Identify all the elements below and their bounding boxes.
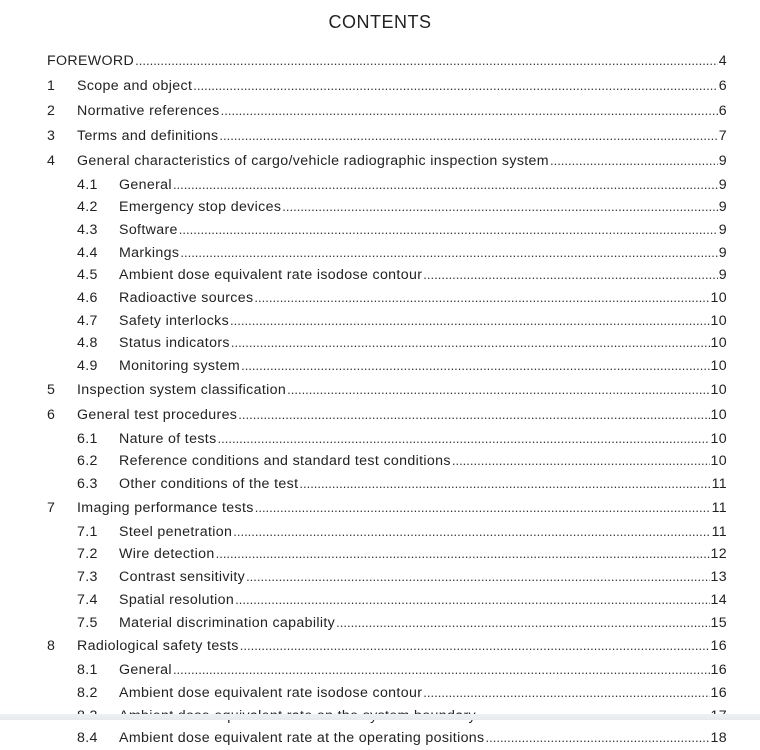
toc-entry-number: 8.2 [77, 684, 98, 701]
toc-entry-number: 7.4 [77, 591, 98, 608]
toc-entry[interactable] [47, 196, 727, 219]
dot-leader [230, 310, 709, 332]
toc-entry[interactable] [47, 124, 727, 149]
dot-leader [423, 682, 709, 704]
toc-entry[interactable] [47, 682, 727, 705]
toc-entry-page: 11 [711, 499, 727, 516]
toc-entry-label: Steel penetration [119, 523, 233, 540]
toc-entry-page: 11 [711, 523, 727, 540]
toc-entry[interactable] [47, 149, 727, 174]
dot-leader [216, 543, 710, 565]
toc-entry[interactable] [47, 174, 727, 197]
toc-entry-number: 4.5 [77, 267, 98, 284]
dot-leader [336, 612, 709, 634]
toc-entry[interactable] [47, 403, 727, 428]
toc-entry-number: 4.3 [77, 221, 98, 238]
toc-entry-label: Inspection system classification [77, 381, 287, 398]
toc-entry-page: 10 [710, 312, 727, 329]
toc-entry-number: 4.2 [77, 199, 98, 216]
toc-entry-label: Spatial resolution [119, 591, 235, 608]
toc-entry-page: 15 [710, 614, 727, 631]
dot-leader [255, 496, 711, 521]
toc-entry-number: 5 [47, 381, 56, 398]
toc-entry-number: 7 [47, 499, 56, 516]
dot-leader [179, 219, 718, 241]
toc-entry-label: Material discrimination capability [119, 614, 336, 631]
toc-entry-page: 16 [710, 684, 727, 701]
toc-entry-number: 4.4 [77, 244, 98, 261]
dot-leader [452, 450, 710, 472]
toc-entry[interactable] [47, 589, 727, 612]
dot-leader [221, 99, 718, 124]
toc-entry-label: Monitoring system [119, 358, 241, 375]
dot-leader [135, 49, 718, 74]
dot-leader [550, 149, 718, 174]
dot-leader [218, 428, 710, 450]
toc-entry-number: 6.3 [77, 476, 98, 493]
toc-entry[interactable] [47, 634, 727, 659]
toc-entry-page: 7 [718, 127, 727, 144]
toc-entry-label: Normative references [77, 102, 220, 119]
toc-entry-label: FOREWORD [47, 53, 135, 69]
toc-entry[interactable] [47, 287, 727, 310]
toc-entry-page: 6 [718, 102, 727, 119]
toc-entry-number: 8 [47, 638, 56, 655]
dot-leader [486, 727, 710, 749]
toc-entry-number: 7.3 [77, 569, 98, 586]
toc-entry[interactable] [47, 727, 727, 750]
dot-leader [240, 634, 710, 659]
toc-entry[interactable] [47, 473, 727, 496]
toc-entry-page: 10 [710, 335, 727, 352]
toc-entry-label: Other conditions of the test [119, 476, 299, 493]
toc-entry-page: 18 [710, 730, 727, 747]
toc-entry[interactable] [47, 496, 727, 521]
dot-leader [241, 355, 709, 377]
toc-entry-label: Wire detection [119, 546, 215, 563]
toc-entry-number: 4.1 [77, 176, 98, 193]
dot-leader [173, 659, 710, 681]
toc-entry-page: 10 [710, 290, 727, 307]
toc-entry-page: 9 [718, 221, 727, 238]
toc-entry[interactable] [47, 612, 727, 635]
toc-entry-label: Markings [119, 244, 180, 261]
toc-entry-page: 14 [710, 591, 727, 608]
toc-entry-page: 12 [710, 546, 727, 563]
toc-entry[interactable] [47, 355, 727, 378]
toc-entry[interactable] [47, 219, 727, 242]
toc-entry-number: 4.9 [77, 358, 98, 375]
toc-entry-label: Terms and definitions [77, 127, 219, 144]
dot-leader [282, 196, 717, 218]
toc-entry-label: Contrast sensitivity [119, 569, 246, 586]
dot-leader [219, 124, 717, 149]
dot-leader [235, 589, 709, 611]
toc-entry-label: Radiological safety tests [77, 638, 239, 655]
dot-leader [423, 264, 717, 286]
dot-leader [231, 332, 710, 354]
toc-entry-page: 11 [711, 476, 727, 493]
dot-leader [287, 378, 709, 403]
toc-entry-page: 10 [710, 453, 727, 470]
dot-leader [173, 174, 718, 196]
toc-entry[interactable] [47, 332, 727, 355]
toc-entry[interactable] [47, 264, 727, 287]
toc-entry[interactable] [47, 566, 727, 589]
toc-entry-label: Nature of tests [119, 430, 217, 447]
toc-entry-label: General characteristics of cargo/vehicle radiographic inspection system [77, 152, 549, 169]
toc-entry-number: 6.1 [77, 430, 98, 447]
toc-entry-number: 4.8 [77, 335, 98, 352]
toc-entry-label: General test procedures [77, 406, 238, 423]
toc-entry-label: Status indicators [119, 335, 230, 352]
dot-leader [246, 566, 709, 588]
page-title: CONTENTS [328, 12, 432, 32]
toc-entry-number: 6 [47, 406, 56, 423]
toc-entry-page: 16 [710, 638, 727, 655]
toc-entry-label: General [119, 176, 172, 193]
toc-entry-page: 16 [710, 662, 727, 679]
toc-entry-number: 8.1 [77, 662, 98, 679]
dot-leader [193, 74, 718, 99]
toc-entry-page: 6 [718, 77, 727, 94]
toc-entry[interactable] [47, 428, 727, 451]
toc-entry[interactable] [47, 450, 727, 473]
toc-entry[interactable] [47, 659, 727, 682]
toc-entry[interactable] [47, 242, 727, 265]
toc-entry-page: 4 [718, 53, 727, 69]
toc-entry-page: 10 [710, 358, 727, 375]
toc-entry-label: Radioactive sources [119, 290, 254, 307]
dot-leader [180, 242, 717, 264]
toc-entry-page: 9 [718, 244, 727, 261]
dot-leader [238, 403, 709, 428]
toc-entry-label: Emergency stop devices [119, 199, 282, 216]
toc-entry-page: 9 [718, 267, 727, 284]
toc-entry-number: 3 [47, 127, 56, 144]
toc-entry[interactable] [47, 310, 727, 333]
toc-entry-number: 7.2 [77, 546, 98, 563]
toc-entry-label: General [119, 662, 172, 679]
toc-entry-page: 10 [710, 381, 727, 398]
dot-leader [254, 287, 709, 309]
toc-entry-label: Ambient dose equivalent rate isodose contour [119, 684, 423, 701]
toc-entry-number: 7.1 [77, 523, 98, 540]
dot-leader [299, 473, 710, 495]
toc-entry-page: 10 [710, 430, 727, 447]
toc-entry-number: 7.5 [77, 614, 98, 631]
toc-entry-page: 9 [718, 176, 727, 193]
toc-entry[interactable] [47, 378, 727, 403]
toc-entry[interactable] [47, 74, 727, 99]
toc-entry-label: Scope and object [77, 77, 193, 94]
toc-entry-page: 9 [718, 152, 727, 169]
toc-entry-label: Ambient dose equivalent rate at the operating positions [119, 730, 485, 747]
bottom-edge [0, 714, 760, 720]
dot-leader [233, 521, 710, 543]
toc-entry-number: 8.4 [77, 730, 98, 747]
toc-entry[interactable] [47, 99, 727, 124]
toc-entry[interactable] [47, 543, 727, 566]
toc-entry[interactable] [47, 521, 727, 544]
toc-entry-label: Imaging performance tests [77, 499, 254, 516]
toc-entry-number: 1 [47, 77, 56, 94]
toc-entry-number: 6.2 [77, 453, 98, 470]
toc-entry-label: Ambient dose equivalent rate isodose contour [119, 267, 423, 284]
toc-entry[interactable] [47, 49, 727, 74]
toc-entry-number: 4.6 [77, 290, 98, 307]
toc-entry-page: 10 [710, 406, 727, 423]
table-of-contents [47, 49, 727, 750]
toc-entry-page: 13 [710, 569, 727, 586]
toc-entry-label: Reference conditions and standard test conditions [119, 453, 451, 470]
toc-entry-label: Software [119, 221, 178, 238]
toc-entry-number: 4.7 [77, 312, 98, 329]
toc-entry-number: 2 [47, 102, 56, 119]
toc-entry-number: 4 [47, 152, 56, 169]
toc-entry-label: Safety interlocks [119, 312, 230, 329]
toc-entry-page: 9 [718, 199, 727, 216]
